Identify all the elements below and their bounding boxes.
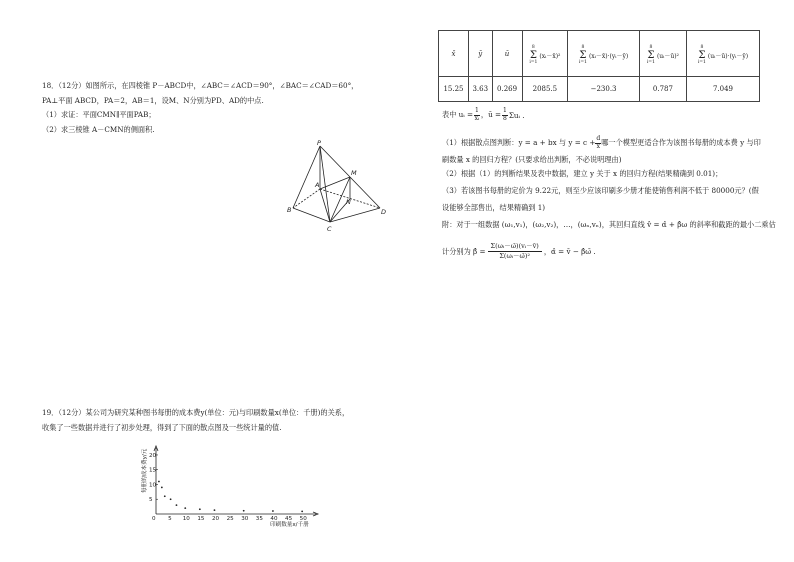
- label-D: D: [381, 208, 387, 216]
- header-ybar: ȳ: [468, 31, 492, 77]
- label-P: P: [317, 140, 321, 147]
- data-point: [184, 507, 186, 509]
- data-point: [164, 495, 166, 497]
- x-tick-label: 45: [285, 516, 293, 522]
- sum-term: (uᵢ－ū)²: [656, 53, 679, 60]
- header-sum-xy: 8 Σ i=1 (xᵢ－x̄)·(yᵢ－ȳ): [568, 31, 640, 77]
- appendix-denominator: Σ(ωᵢ－ω̄)²: [499, 252, 530, 261]
- table-note: [442, 108, 525, 122]
- frac-den: xᵢ: [474, 114, 480, 122]
- sum-term: (xᵢ－x̄)²: [539, 53, 561, 60]
- data-point: [170, 498, 172, 500]
- data-point: [158, 481, 160, 483]
- sum-upper: 8: [649, 45, 653, 50]
- appendix-line-2: [442, 243, 596, 260]
- appendix-numerator: Σ(ωᵢ－ω̄)(vᵢ－v̄): [488, 243, 542, 252]
- q18-line-2: PA⊥平面 ABCD，PA＝2，AB＝1，设M、N分别为PD、AD的中点.: [42, 96, 264, 105]
- sum-upper: 8: [581, 45, 585, 50]
- data-point: [272, 510, 274, 512]
- note-mid: ，ū =: [480, 110, 501, 120]
- y-tick-label: 10: [149, 482, 157, 489]
- header-xbar: x̄: [439, 31, 469, 77]
- data-point: [214, 509, 216, 511]
- frac-den: x: [596, 142, 600, 150]
- edge-PC: [320, 146, 330, 222]
- appendix-suffix: ，α̂ = v̄ − β̂ω̄ .: [543, 246, 596, 256]
- q1-text-b: 哪一个模型更适合作为该图书每册的成本费 y 与印: [601, 138, 761, 148]
- data-point: [161, 487, 163, 489]
- value-xbar: 15.25: [439, 77, 469, 102]
- value-sum-xy: −230.3: [568, 77, 640, 102]
- appendix-line-1: 附：对于一组数据 (ω₁,v₁)，(ω₂,v₂)，…，(ωₙ,vₙ)，其回归直线 v̂ = α̂ + β̂ω 的斜率和截距的最小二乘估: [442, 220, 776, 229]
- x-tick-label: 30: [241, 516, 249, 522]
- sum-lower: i=1: [529, 59, 538, 65]
- frac-num: 1: [475, 107, 479, 114]
- label-N: N: [346, 198, 351, 206]
- sum-lower: i=1: [578, 59, 587, 65]
- x-tick-label: 5: [168, 516, 172, 522]
- q19-part3-line-1: （3）若该图书每册的定价为 9.22元，则至少应该印刷多少册才能使销售利润不低于 80000元？(假: [442, 186, 759, 195]
- frac-num: 1: [503, 107, 507, 114]
- x-tick-label: 0: [152, 516, 156, 522]
- sum-lower: i=1: [697, 59, 706, 65]
- x-tick-label: 20: [211, 516, 220, 522]
- edge-PB: [293, 146, 320, 208]
- note-fraction-2: [502, 108, 508, 122]
- header-sum-xx: 8 Σ i=1 (xᵢ－x̄)²: [522, 31, 568, 77]
- x-tick-label: 35: [255, 516, 263, 522]
- value-sum-xx: 2085.5: [522, 77, 568, 102]
- sum-term: (uᵢ－ū)·(yᵢ－ȳ): [707, 53, 749, 60]
- label-M: M: [351, 169, 357, 177]
- value-ubar: 0.269: [492, 77, 522, 102]
- y-axis-label: 每册的成本费y/元: [142, 448, 148, 493]
- scatter-chart: [138, 438, 328, 530]
- sum-term: (xᵢ－x̄)·(yᵢ－ȳ): [588, 53, 629, 60]
- x-tick-label: 25: [226, 516, 234, 522]
- appendix-prefix: 计分别为 β̂ =: [442, 246, 486, 256]
- sum-lower: i=1: [646, 59, 655, 65]
- appendix-fraction: [488, 243, 542, 260]
- sum-upper: 8: [700, 45, 704, 50]
- q19-part1-line-1: [442, 136, 761, 150]
- header-ubar: ū: [492, 31, 522, 77]
- q19-part3-line-2: 设能够全部售出，结果精确到 1): [442, 203, 546, 212]
- edge-BC: [293, 208, 330, 222]
- y-tick-label: 15: [149, 467, 157, 474]
- x-axis-label: 印刷数量x/千册: [270, 522, 309, 528]
- q18-line-1: 18．（12分）如图所示，在四棱锥 P－ABCD中，∠ABC＝∠ACD＝90°，∠BAC＝∠CAD＝60°，: [42, 81, 359, 90]
- data-point: [176, 504, 178, 506]
- data-point: [199, 508, 201, 510]
- q18-line-4: （2）求三棱锥 A－CMN的侧面积.: [42, 125, 155, 134]
- frac-den: 8: [503, 114, 507, 122]
- note-fraction-1: [474, 108, 480, 122]
- data-point: [301, 510, 303, 512]
- label-A: A: [315, 181, 320, 189]
- q19-line-2: 收集了一些数据并进行了初步处理，得到了下面的散点图及一些统计量的值.: [42, 423, 282, 432]
- note-prefix: 表中 uᵢ =: [442, 110, 474, 120]
- note-suffix: Σuᵢ .: [508, 110, 525, 120]
- label-B: B: [287, 206, 292, 214]
- frac-num: d: [596, 135, 601, 142]
- y-tick-label: 20: [149, 452, 157, 459]
- q19-part1-line-2: 刷数量 x 的回归方程？(只要求给出判断，不必说明理由): [442, 155, 622, 164]
- header-sum-uy: 8 Σ i=1 (uᵢ－ū)·(yᵢ－ȳ): [686, 31, 759, 77]
- x-tick-label: 15: [197, 516, 205, 522]
- edge-AC: [320, 189, 330, 222]
- q19-part2: （2）根据（1）的判断结果及表中数据，建立 y 关于 x 的回归方程(结果精确到 0.01)；: [442, 169, 723, 178]
- value-ybar: 3.63: [468, 77, 492, 102]
- q19-line-1: 19．（12分）某公司为研究某种图书每册的成本费y(单位：元)与印刷数量x(单位：千册)的关系，: [42, 408, 350, 417]
- sum-upper: 8: [531, 45, 535, 50]
- value-sum-uu: 0.787: [639, 77, 686, 102]
- data-point: [243, 510, 245, 512]
- pyramid-figure: [280, 140, 392, 235]
- x-tick-label: 40: [270, 516, 278, 522]
- statistics-table: [438, 30, 760, 102]
- value-sum-uy: 7.049: [686, 77, 759, 102]
- header-sum-uu: 8 Σ i=1 (uᵢ－ū)²: [639, 31, 686, 77]
- x-tick-label: 10: [182, 516, 190, 522]
- y-tick-label: 5: [149, 497, 153, 504]
- q18-line-3: （1）求证：平面CMN∥平面PAB；: [42, 110, 156, 119]
- edge-CD: [330, 208, 380, 222]
- label-C: C: [327, 225, 332, 233]
- q1-text-a: （1）根据散点图判断：y = a + bx 与 y = c +: [442, 138, 596, 148]
- x-tick-label: 50: [299, 516, 307, 522]
